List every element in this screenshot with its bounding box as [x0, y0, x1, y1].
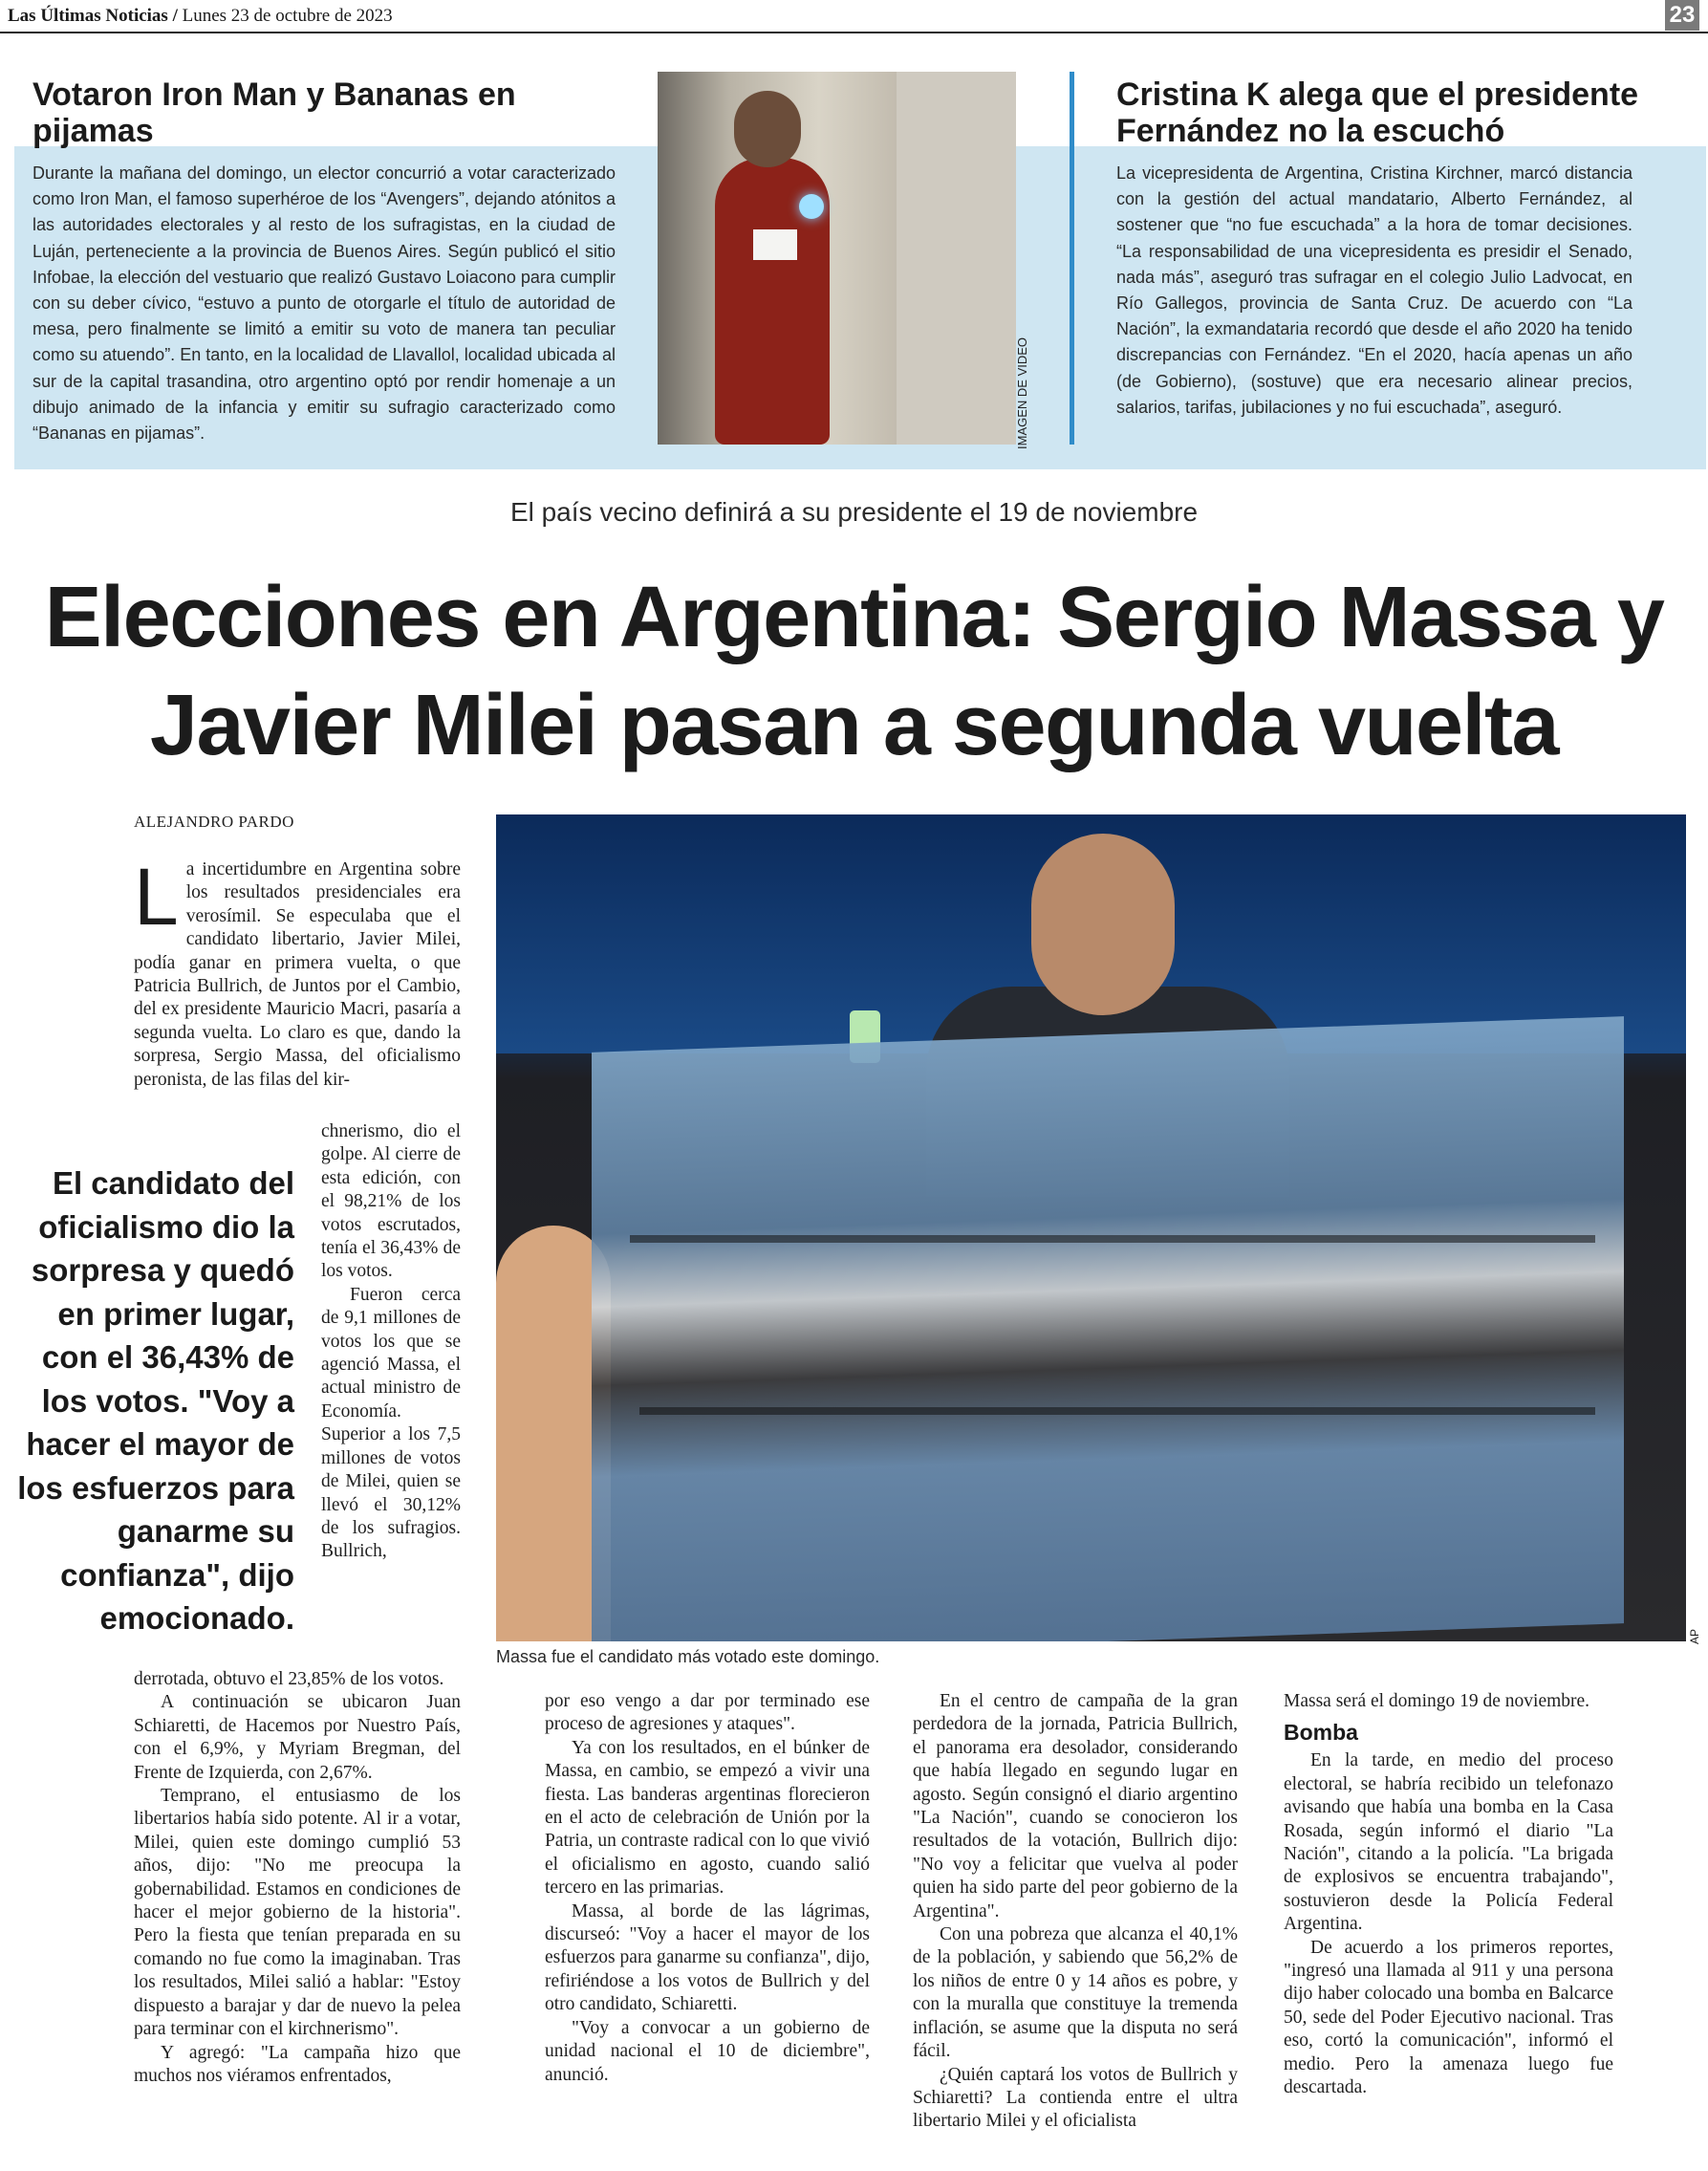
paragraph: Y agregó: "La campaña hizo que muchos nos viéramos enfrentados, — [134, 2042, 461, 2086]
accent-bar — [1070, 72, 1074, 445]
lead-paragraph: La incertidumbre en Argentina sobre los resultados presidenciales era verosímil. Se especulaba que el candidato libertario, Javier Milei, podía ganar en primera vuelta, o que Patricia Bullrich, de Juntos por el Cambio, del ex presidente Mauricio Macri, pasaría a segunda vuelta. Lo claro es que, dando la sorpresa, Sergio Massa, del oficialismo peronista, de las filas del kir- — [134, 852, 461, 1090]
paragraph: De acuerdo a los primeros reportes, "ingresó una llamada al 911 y una persona dijo haber colocado una bomba en Balcarce 50, sede del Poder Ejecutivo nacional. Tras eso, cortó la comunicación", informó el medio. Pero la amenaza luego fue descartada. — [1284, 1937, 1613, 2098]
brief-left-body: Durante la mañana del domingo, un elector concurrió a votar caracterizado como Iron Man, el famoso superhéroe de los “Avengers”, dejando atónitos a las autoridades electorales y al resto de los sufragistas, en la ciudad de Luján, perteneciente a la provincia de Buenos Aires. Según publicó el sitio Infobae, la elección del vestuario que realizó Gustavo Loiacono para cumplir con su deber cívico, “estuvo a punto de otorgarle el título de autoridad de mesa, pero finalmente se limitó a emitir su voto de manera tan peculiar como su atuendo”. En tanto, en la localidad de Llavallol, localidad ubicada al sur de la capital trasandina, otro argentino optó por rendir homenaje a un dibujo animado de la infancia y emitir su sufragio caracterizado como “Bananas en pijamas”. — [32, 163, 616, 444]
narrow-paragraph-1: chnerismo, dio el golpe. Al cierre de esta edición, con el 98,21% de los votos escrutados, tenía el 36,43% de los votos. — [321, 1121, 461, 1282]
argentine-flag — [592, 1016, 1624, 1641]
pull-quote: El candidato del oficialismo dio la sorpresa y quedó en primer lugar, con el 36,43% de los votos. "Voy a hacer el mayor de los esfuerzos para ganarme su confianza", dijo emocionado. — [17, 1165, 294, 1636]
paragraph: En el centro de campaña de la gran perdedora de la jornada, Patricia Bullrich, el panorama era desolador, considerando que había llegado en segundo lugar en agosto. Según consignó el diario argentino "La Nación", cuando se conocieron los resultados de la votación, Bullrich dijo: "No voy a felicitar que vuelva al poder quien ha sido parte del peor gobierno de la Argentina". — [913, 1691, 1238, 1921]
brief-left-title: Votaron Iron Man y Bananas en pijamas — [32, 76, 516, 149]
column-3 — [913, 1690, 1238, 2134]
paragraph: "Voy a convocar a un gobierno de unidad nacional el 10 de diciembre", anunció. — [545, 2017, 870, 2085]
paragraph: Ya con los resultados, en el búnker de Massa, en cambio, se empezó a vivir una fiesta. Las banderas argentinas florecieron en el acto de celebración de Unión por la Patria, un contraste radical con lo que vivió el oficialismo en agosto, cuando salió tercero en las primarias. — [545, 1737, 870, 1899]
paper-name: Las Últimas Noticias — [8, 6, 168, 26]
column-4 — [1284, 1690, 1613, 2100]
narrow-paragraph-2: Fueron cerca de 9,1 millones de votos los que se agenció Massa, el actual ministro de Economía. Superior a los 7,5 millones de votos de Milei, quien se llevó el 30,12% de los sufragios. Bullrich, — [321, 1284, 461, 1562]
brief-right-body: La vicepresidenta de Argentina, Cristina Kirchner, marcó distancia con la gestión del actual mandatario, Alberto Fernández, al sostener que “no fue escuchada” a la hora de tomar decisiones. “La responsabilidad de una vicepresidenta es presidir el Senado, nada más”, aseguró tras sufragar en el colegio Julio Ladvocat, en Río Gallegos, provincia de Santa Cruz. De acuerdo con “La Nación”, la exmandataria recordó que desde el año 2020 ha tenido discrepancias con Fernández. “En el 2020, hacía apenas un año (de Gobierno), (sostuve) que era necesario alinear precios, salarios, tarifas, jubilaciones y no fui escuchada”, aseguró. — [1116, 163, 1632, 417]
byline: ALEJANDRO PARDO — [134, 813, 294, 831]
issue-date: Lunes 23 de octubre de 2023 — [182, 6, 393, 26]
paragraph: Con una pobreza que alcanza el 40,1% de la población, y sabiendo que 56,2% de los niños de entre 0 y 14 años es pobre, y con la muralla que constituye la tremenda inflación, se asume que la disputa no será fácil. — [913, 1924, 1238, 2062]
paragraph: Temprano, el entusiasmo de los libertarios había sido potente. Al ir a votar, Milei, quien este domingo cumplió 53 años, dijo: "No me preocupa la gobernabilidad. Estamos en condiciones de hacer el mejor gobierno de la historia". Pero la fiesta que tenían preparada en su comando no fue como la imaginaban. Tras los resultados, Milei salió a hablar: "Estoy dispuesto a barajar y dar de nuevo la pelea para terminar con el kirchnerismo". — [134, 1786, 461, 2040]
paragraph: Massa, al borde de las lágrimas, discurseó: "Voy a hacer el mayor de los esfuerzos para ganarme su confianza", dijo, refiriéndose a los votos de Bullrich y del otro candidato, Schiaretti. — [545, 1900, 870, 2015]
paragraph: Massa será el domingo 19 de noviembre. — [1284, 1691, 1590, 1711]
narrow-column — [321, 1120, 461, 1564]
photo-credit-iron: IMAGEN DE VIDEO — [1015, 337, 1029, 449]
iron-man-photo — [658, 72, 1016, 445]
column-1-continuation — [134, 1668, 461, 2088]
paragraph: derrotada, obtuvo el 23,85% de los votos. — [134, 1669, 444, 1689]
photo-credit-main: AP — [1688, 1628, 1701, 1644]
paragraph: A continuación se ubicaron Juan Schiaretti, de Hacemos por Nuestro País, con el 6,9%, y Myriam Bregman, del Frente de Izquierda, con 2,67%. — [134, 1692, 461, 1783]
kicker: El país vecino definirá a su presidente el 19 de noviembre — [509, 497, 1199, 527]
dropcap: L — [134, 852, 179, 942]
subhead-bomba: Bomba — [1284, 1720, 1358, 1746]
paragraph: ¿Quién captará los votos de Bullrich y Schiaretti? La contienda entre el ultra libertario Milei y el oficialista — [913, 2064, 1238, 2132]
massa-flag-photo — [496, 814, 1686, 1641]
page-number: 23 — [1665, 0, 1699, 31]
paragraph: En la tarde, en medio del proceso electoral, se habría recibido un telefonazo avisando que había una bomba en la Casa Rosada, según informó el diario "La Nación", citando a la policía. "La brigada de explosivos se encuentra trabajando", sostuvieron desde la Policía Federal Argentina. — [1284, 1750, 1613, 1935]
masthead-line: Las Últimas Noticias / Lunes 23 de octubre de 2023 — [8, 6, 393, 26]
main-headline: Elecciones en Argentina: Sergio Massa y Javier Milei pasan a segunda vuelta — [44, 570, 1664, 773]
page-header — [0, 0, 1708, 33]
brief-right-title: Cristina K alega que el presidente Fernández no la escuchó — [1116, 76, 1639, 149]
header-rule — [0, 32, 1708, 33]
column-2 — [545, 1690, 870, 2087]
photo-caption: Massa fue el candidato más votado este domingo. — [496, 1647, 880, 1666]
paragraph: por eso vengo a dar por terminado ese proceso de agresiones y ataques". — [545, 1691, 870, 1735]
